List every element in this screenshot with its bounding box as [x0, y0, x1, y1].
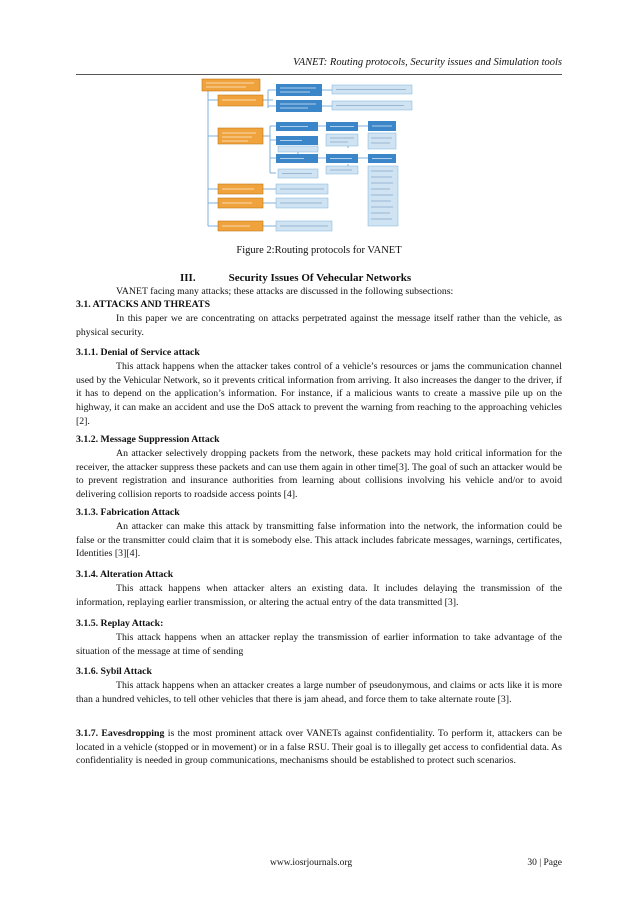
paragraph-3-1-6: This attack happens when an attacker creates a large number of pseudonymous, and claims or acts like it is more than a hundred vehicles, to tell other vehicles that there is jam ahead, and force them to take alternate route [3].: [76, 680, 562, 705]
heading-3-1-7: 3.1.7. Eavesdropping: [76, 728, 165, 739]
paragraph-3-1-2: An attacker selectively dropping packets from the network, these packets may hold critical information for the receiver, the attacker suppress these packets and can use them again in other time[3]. The goal of such an attacker would be to prevent registration and insurance authorities from learning about collisions involving his vehicle and/or to avoid delivering collision reports to roadside access points [4].: [76, 448, 562, 501]
paragraph-3-1-7-text: is the most prominent attack over VANETs against confidentiality. To perform it, attackers can be located in a vehicle (stopped or in movement) or in a false RSU. Their goal is to illegally get access to confidential data. As confidentiality is needed in group communications, mechanisms should be established to protect such scenarios.: [76, 728, 562, 767]
footer-site: www.iosrjournals.org: [270, 858, 353, 868]
paragraph-3-1-5: This attack happens when an attacker replay the transmission of earlier information to take advantage of the situation of the message at time of sending: [76, 632, 562, 657]
paragraph-3-1-1: This attack happens when the attacker takes control of a vehicle’s resources or jams the communication channel used by the Vehicular Network, so it prevents critical information from arriving. It also increases the danger to the driver, if it has to depend on the application’s information. For instance, if a malicious wants to create a massive pile up on the highway, it can make an accident and use the DoS attack to prevent the warning from reaching to the approaching vehicles [2].: [76, 361, 562, 427]
intro-paragraph: VANET facing many attacks; these attacks are discussed in the following subsections:: [116, 286, 454, 297]
heading-3-1: 3.1. ATTACKS AND THREATS: [76, 299, 211, 310]
heading-3-1-6: 3.1.6. Sybil Attack: [76, 666, 152, 677]
heading-3-1-3: 3.1.3. Fabrication Attack: [76, 507, 180, 518]
paragraph-3-1-3: An attacker can make this attack by transmitting false information into the network, the information could be false or the transmitter could claim that it is somebody else. This attack includes fabricate messages, warnings, certificates, Identities [3][4].: [76, 521, 562, 560]
paragraph-3-1: In this paper we are concentrating on attacks perpetrated against the message itself rather than the vehicle, as physical security.: [76, 313, 562, 338]
section-title-text: Security Issues Of Vehecular Networks: [228, 272, 412, 284]
header-rule: [76, 74, 562, 75]
section-number: III.: [180, 272, 196, 284]
routing-protocols-figure: [198, 78, 450, 238]
heading-3-1-4: 3.1.4. Alteration Attack: [76, 569, 174, 580]
section-heading: [180, 272, 411, 284]
paragraph-3-1-7: [76, 727, 562, 768]
heading-3-1-1: 3.1.1. Denial of Service attack: [76, 347, 200, 358]
figure-caption: Figure 2:Routing protocols for VANET: [236, 245, 402, 256]
heading-3-1-2: 3.1.2. Message Suppression Attack: [76, 434, 220, 445]
heading-3-1-5: 3.1.5. Replay Attack:: [76, 618, 164, 629]
running-header: VANET: Routing protocols, Security issues and Simulation tools: [293, 57, 562, 68]
routing-diagram: [198, 78, 450, 238]
footer-page-number: 30 | Page: [527, 858, 562, 868]
paragraph-3-1-4: This attack happens when attacker alters an existing data. It includes delaying the transmission of the information, replaying earlier transmission, or altering the actual entry of the data transmitted [3].: [76, 583, 562, 608]
